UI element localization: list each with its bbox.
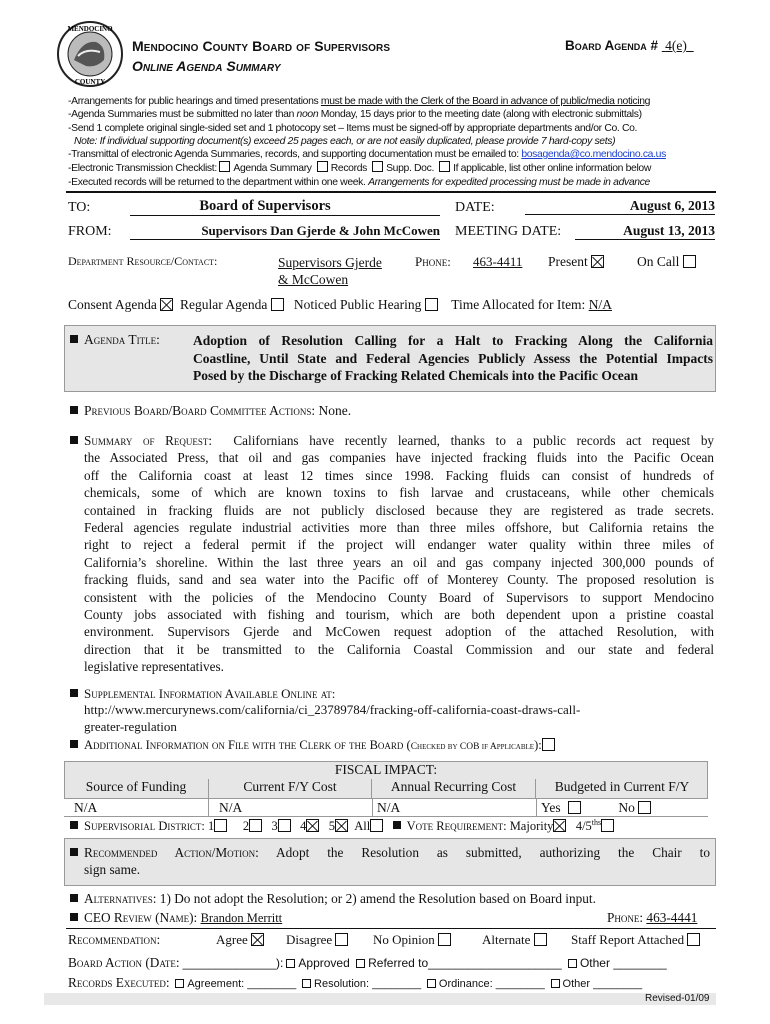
budgeted-yes-checkbox[interactable]	[568, 801, 581, 814]
alternatives: Alternatives: 1) Do not adopt the Resolution; or 2) amend the Resolution based on Board input.	[70, 891, 596, 907]
date-label: DATE:	[455, 200, 495, 215]
email-link[interactable]: bosagenda@co.mendocino.ca.us	[521, 149, 666, 161]
svg-text:MENDOCINO: MENDOCINO	[67, 25, 113, 33]
district-1-checkbox[interactable]	[214, 819, 227, 832]
divider	[66, 928, 716, 929]
supplemental-info: Supplemental Information Available Online at:	[70, 686, 335, 702]
additional-info-checkbox[interactable]	[542, 738, 555, 751]
instructions-block: -Arrangements for public hearings and timed presentations must be made with the Clerk of the Board in advance of public/media noticing -Agenda Summaries must be submitted no later than noon Monday, 15 days prior to the meeting date (along with electronic submittals) -Send 1 complete original single-sided set and 1 photocopy set – Items must be signed-off by appropriate departments and/or Co. Co. Note: If individual supporting document(s) exceed 25 pages each, or are not easily duplicated, please provide 7 hard-copy sets) -Transmittal of electronic Agenda Summaries, records, and supporting documentation must be emailed to: bosagenda@co.mendocino.ca.us -Electronic Transmission Checklist: Agenda Summary Records Supp. Doc. If applicable, list other online information below -Executed records will be returned to the department within one week. Arrangements for expedited processing must be made in advance	[68, 96, 666, 188]
present-option: Present	[548, 254, 604, 270]
meeting-date-value: August 13, 2013	[575, 223, 715, 240]
fiscal-impact-title: FISCAL IMPACT:	[334, 762, 438, 777]
summary-body: the Associated Press, that oil and gas companies have injected fracking fluids into the Pacific Ocean off the California coast at least 12 times since 1998. Facking fluids can consist of hundreds of chemicals, some of which are known toxins to fish larvae and crustaceans, while other chemicals contained in fracking fluids are not publicly disclosed because they are registered as trade secrets. Federal agencies regulate industrial activities more than three miles offshore, but California retains the right to reject a federal permit if the project will endanger water quality within three miles of California’s shoreline. Within the last three years an oil and gas company injected 300,000 pounds of fracking fluids, sand and sea water into the Pacific off of Monterey County. The proposed resolution is consistent with the policies of the Mendocino County Board of Supervisors to support Mendocino County jobs associated with fishing and tourism, which are both dependent upon a pristine coastal environment. Supervisors Gjerde and McCowen request adoption of the attached Resolution, with direction that it be transmitted to the California Coastal Commission and our state and federal legislative representatives.	[84, 450, 714, 675]
oncall-option: On Call	[637, 254, 696, 270]
summary-of-request: Summary of Request: Californians have recently learned, thanks to a public records act request by	[70, 432, 714, 449]
fiscal-header-row: Source of Funding Current F/Y Cost Annual Recurring Cost Budgeted in Current F/Y	[64, 779, 708, 799]
board-action-row: Board Action (Date: ______________): Approved Referred to____________________ Other ________	[68, 955, 667, 970]
fiscal-value-row: N/A N/A N/A Yes No	[64, 799, 708, 817]
consent-checkbox[interactable]	[160, 298, 173, 311]
to-value: Board of Supervisors	[130, 198, 440, 216]
district-4-checkbox[interactable]	[306, 819, 319, 832]
divider	[66, 191, 716, 193]
meeting-date-label: MEETING DATE:	[455, 224, 562, 239]
phone-label: Phone:	[415, 254, 451, 269]
staff-report-checkbox[interactable]	[687, 933, 700, 946]
date-value: August 6, 2013	[525, 198, 715, 215]
regular-checkbox[interactable]	[271, 298, 284, 311]
present-checkbox[interactable]	[591, 255, 604, 268]
from-label: FROM:	[68, 224, 112, 239]
checkbox-supp-doc[interactable]	[372, 161, 383, 172]
checkbox-other-online[interactable]	[439, 161, 450, 172]
county-seal	[56, 20, 124, 88]
checkbox-agenda-summary[interactable]	[219, 161, 230, 172]
disagree-checkbox[interactable]	[335, 933, 348, 946]
majority-checkbox[interactable]	[553, 819, 566, 832]
to-label: TO:	[68, 200, 91, 215]
alternate-checkbox[interactable]	[534, 933, 547, 946]
recommendation-row: Recommendation: Agree Disagree No Opinion Alternate Staff Report Attached	[68, 932, 716, 948]
board-agenda-number: Board Agenda # 4(e)	[565, 38, 687, 53]
previous-actions: Previous Board/Board Committee Actions: None.	[70, 403, 351, 419]
district-all-checkbox[interactable]	[370, 819, 383, 832]
svg-text:COUNTY: COUNTY	[74, 78, 106, 86]
header-subtitle: Online Agenda Summary	[132, 58, 281, 74]
recommended-action: Recommended Action/Motion: Adopt the Resolution as submitted, authorizing the Chair to sign same.	[70, 844, 710, 879]
no-opinion-checkbox[interactable]	[438, 933, 451, 946]
ceo-review: CEO Review (Name): Brandon Merritt	[70, 910, 282, 926]
agenda-type-row: Consent Agenda Regular Agenda Noticed Public Hearing Time Allocated for Item: N/A	[68, 297, 612, 312]
oncall-checkbox[interactable]	[683, 255, 696, 268]
checkbox-records[interactable]	[317, 161, 328, 172]
supplemental-url[interactable]: http://www.mercurynews.com/california/ci_23789784/fracking-off-california-coast-draws-call- greater-regulation	[84, 702, 581, 734]
header-title: Mendocino County Board of Supervisors	[132, 38, 391, 54]
revised-date: Revised-01/09	[645, 993, 710, 1004]
phone-value: 463-4411	[473, 254, 523, 269]
agenda-title-text: Adoption of Resolution Calling for a Halt to Fracking Along the California Coastline, Until State and Federal Agencies Publicly Assess the Potential Impacts Posed by the Discharge of Fracking Related Chemicals into the Pacific Ocean	[193, 333, 713, 383]
district-3-checkbox[interactable]	[278, 819, 291, 832]
ceo-phone: Phone: 463-4441	[607, 910, 698, 925]
noticed-checkbox[interactable]	[425, 298, 438, 311]
additional-info: Additional Information on File with the Clerk of the Board (Checked by COB if Applicable):	[70, 738, 555, 753]
four-fifths-checkbox[interactable]	[601, 819, 614, 832]
contact-label: Department Resource/Contact:	[68, 254, 218, 268]
records-executed-row: Records Executed: Agreement: ________ Resolution: ________ Ordinance: ________ Other ________	[68, 975, 643, 990]
budgeted-no-checkbox[interactable]	[638, 801, 651, 814]
agenda-title-label: Agenda Title:	[70, 332, 160, 348]
district-5-checkbox[interactable]	[335, 819, 348, 832]
district-2-checkbox[interactable]	[249, 819, 262, 832]
agree-checkbox[interactable]	[251, 933, 264, 946]
contact-value: Supervisors Gjerde & McCowen	[278, 255, 382, 287]
from-value: Supervisors Dan Gjerde & John McCowen	[130, 223, 440, 240]
footer-bar	[44, 993, 716, 1005]
district-row: Supervisorial District: 1 2 3 4 5 All Vote Requirement: Majority $4/5^{ths}$	[70, 818, 614, 834]
